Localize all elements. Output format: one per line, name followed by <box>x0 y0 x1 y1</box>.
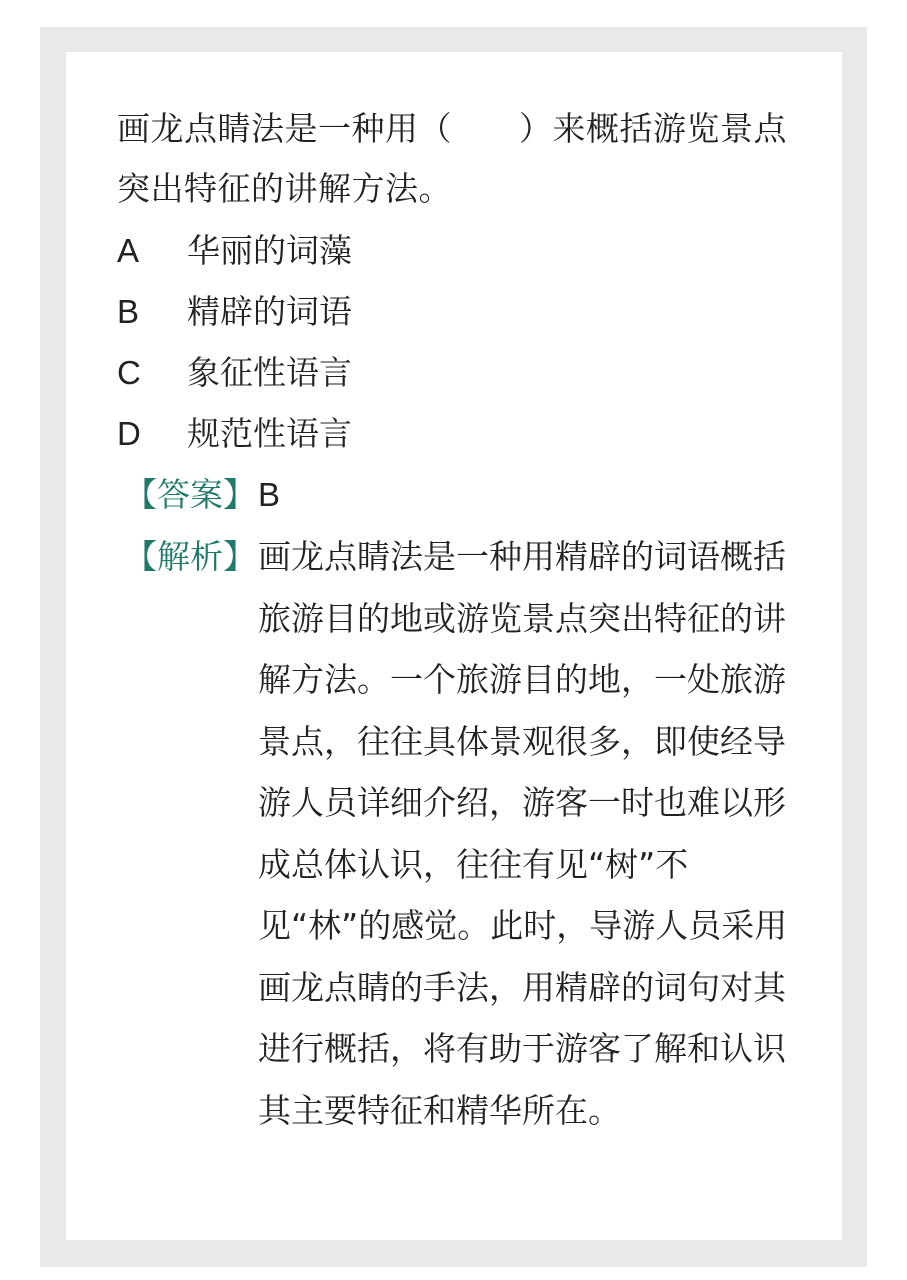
option-b[interactable] <box>117 281 797 342</box>
answer-label: 【答案】 <box>124 475 256 514</box>
option-letter: C <box>117 354 141 391</box>
question-stem: 画龙点睛法是一种用（ ）来概括游览景点突出特征的讲解方法。 <box>117 109 787 208</box>
option-letter: A <box>117 232 140 269</box>
option-text: 规范性语言 <box>187 414 352 453</box>
option-text: 精辟的词语 <box>187 292 352 331</box>
option-list <box>117 220 797 464</box>
option-text: 华丽的词藻 <box>187 231 352 270</box>
option-text: 象征性语言 <box>187 353 352 392</box>
option-a[interactable] <box>117 220 797 281</box>
option-d[interactable] <box>117 403 797 464</box>
question-card <box>66 52 842 1240</box>
option-c[interactable] <box>117 342 797 403</box>
answer-row <box>124 464 280 526</box>
analysis-text: 画龙点睛法是一种用精辟的词语概括旅游目的地或游览景点突出特征的讲解方法。一个旅游目的地，一处旅游景点，往往具体景观很多，即使经导游人员详细介绍，游客一时也难以形成总体认识，往往有见“树”不见“林”的感觉。此时，导游人员采用画龙点睛的手法，用精辟的词句对其进行概括，将有助于游客了解和认识其主要特征和精华所在。 <box>258 537 788 1130</box>
option-letter: B <box>117 293 140 330</box>
option-letter: D <box>117 415 141 452</box>
answer-value: B <box>258 476 281 513</box>
analysis-label: 【解析】 <box>124 537 256 576</box>
